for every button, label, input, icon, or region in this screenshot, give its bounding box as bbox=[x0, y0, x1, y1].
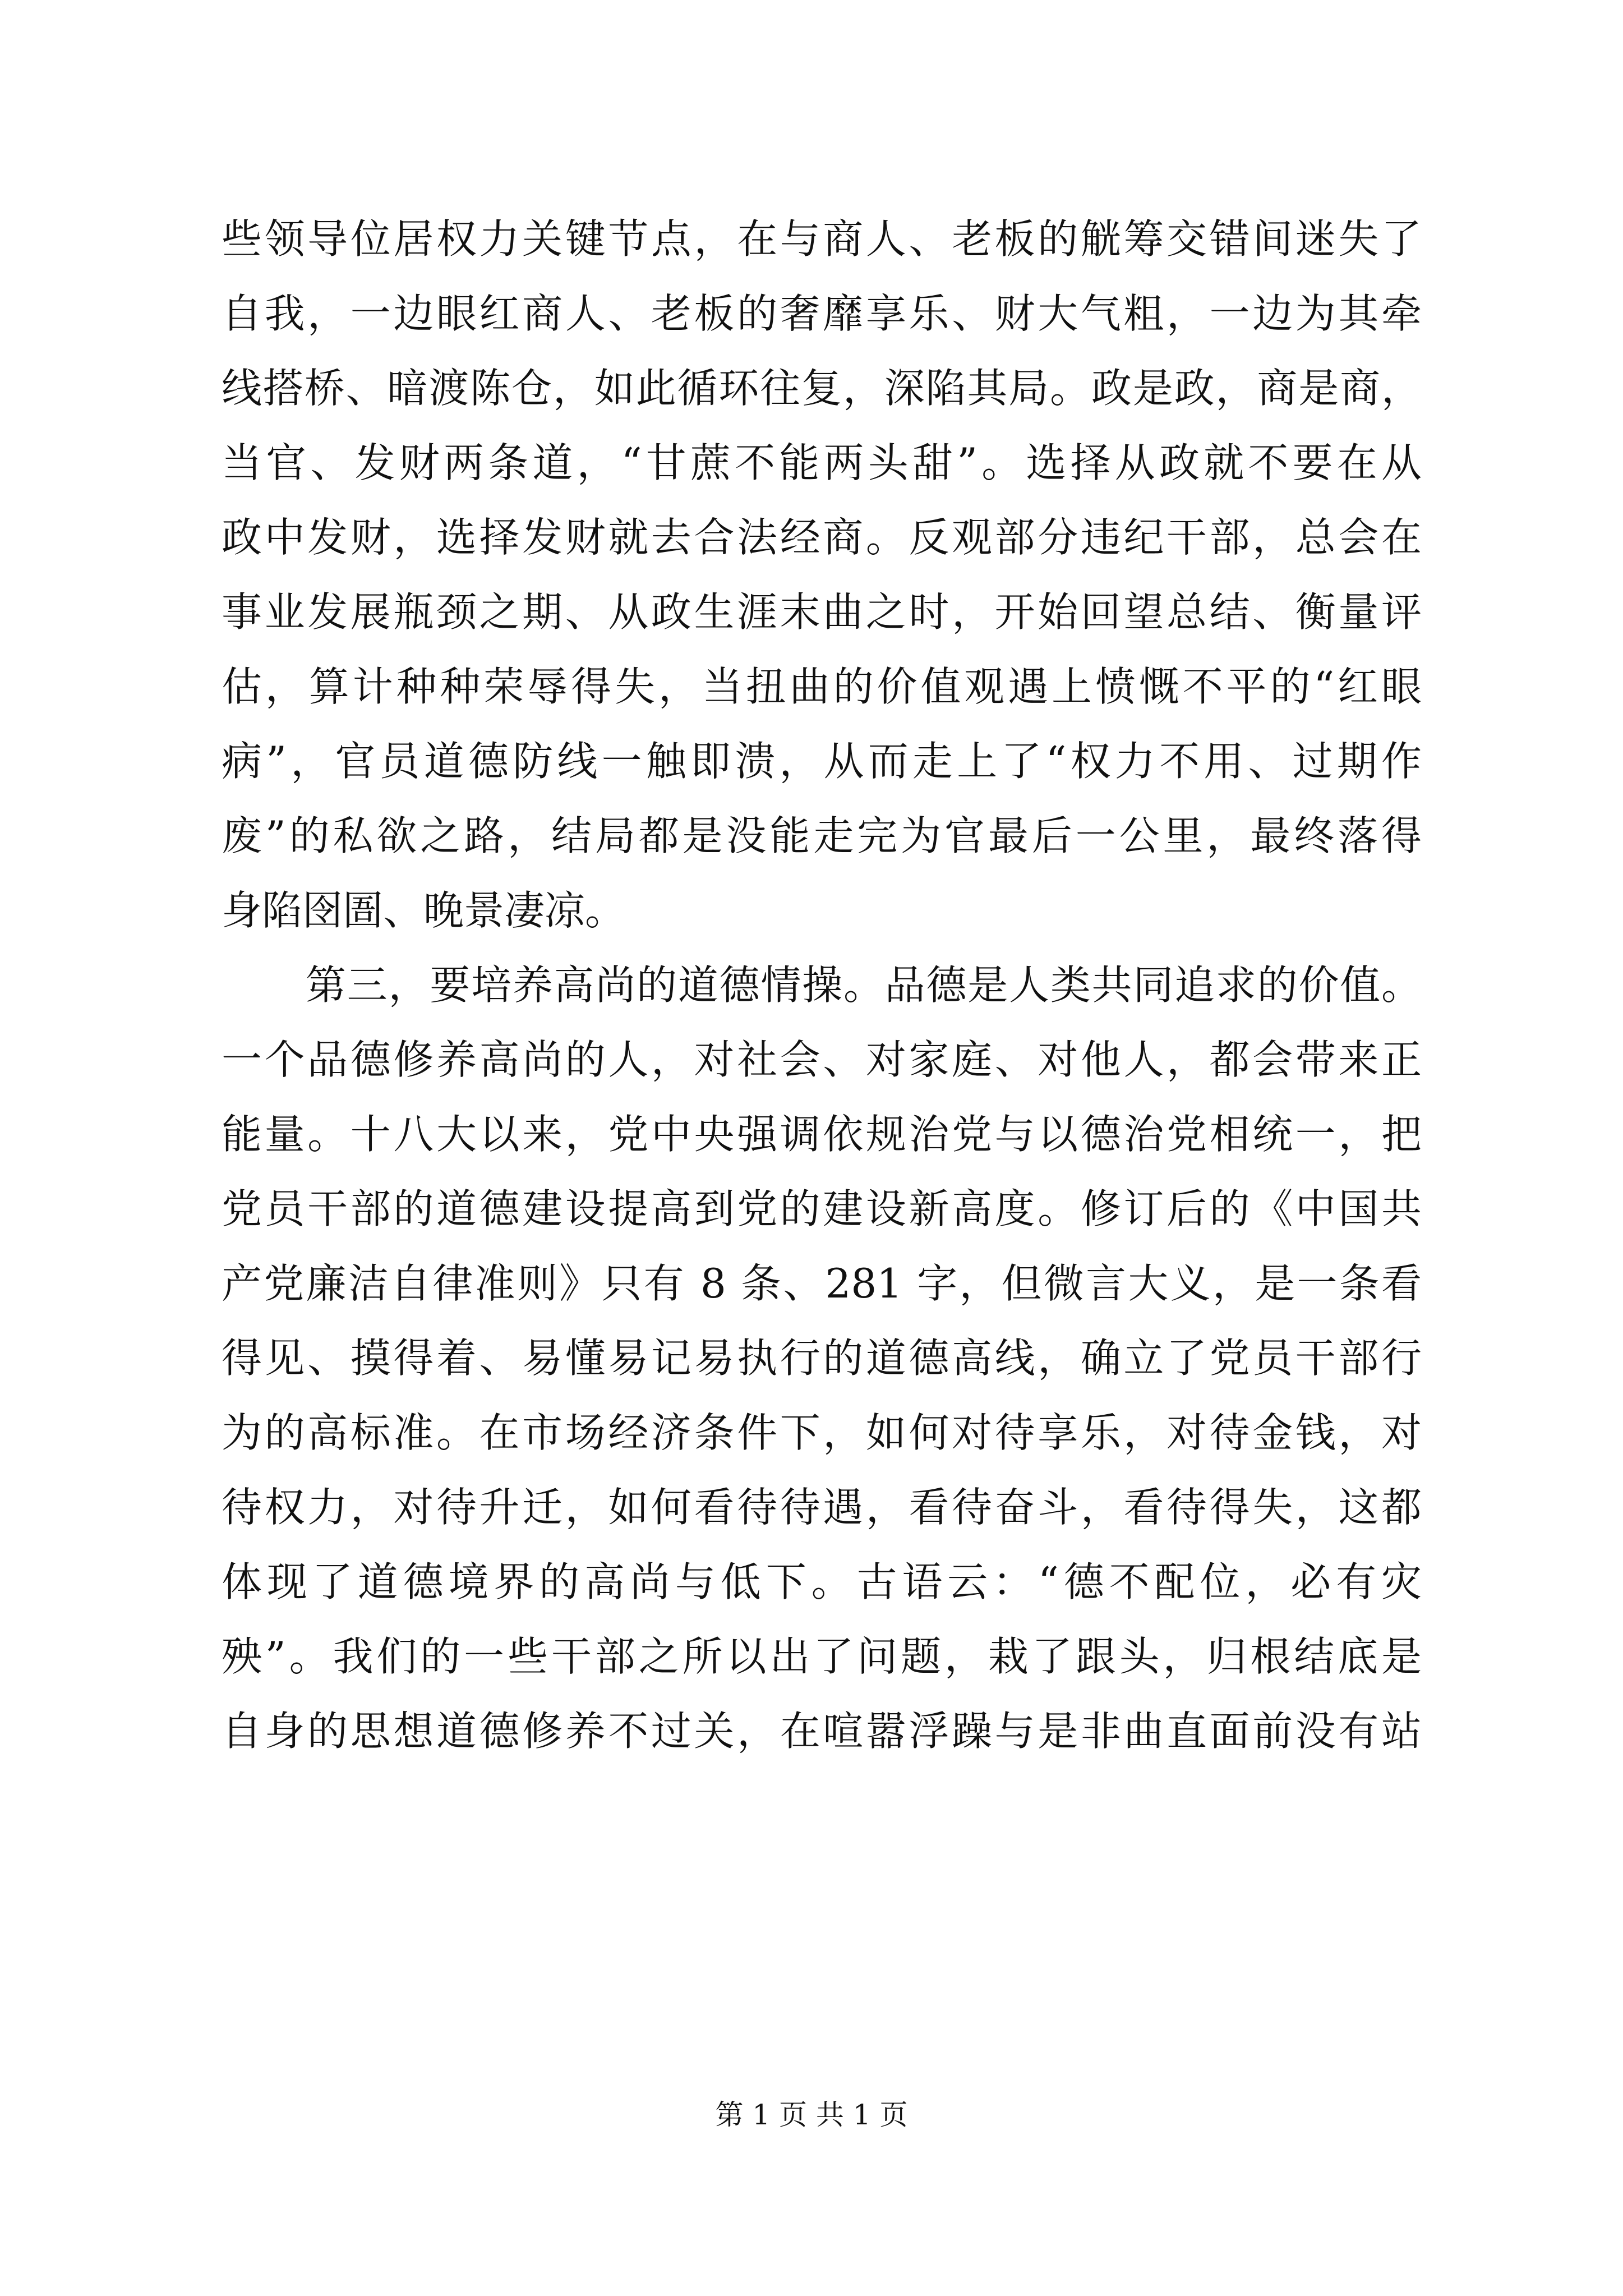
text-line: 自身的思想道德修养不过关，在喧嚣浮躁与是非曲直面前没有站 bbox=[222, 1708, 1422, 1755]
text-line: 线搭桥、暗渡陈仓，如此循环往复，深陷其局。政是政，商是商， bbox=[222, 365, 1422, 412]
text-line: 第三，要培养高尚的道德情操。品德是人类共同追求的价值。 bbox=[306, 961, 1422, 1009]
text-line: 政中发财，选择发财就去合法经商。反观部分违纪干部，总会在 bbox=[222, 514, 1422, 561]
text-line: 党员干部的道德建设提高到党的建设新高度。修订后的《中国共 bbox=[222, 1185, 1422, 1232]
text-line: 为的高标准。在市场经济条件下，如何对待享乐，对待金钱，对 bbox=[222, 1409, 1422, 1456]
text-line: 体现了道德境界的高尚与低下。古语云：“德不配位，必有灾 bbox=[222, 1558, 1422, 1605]
paragraph-1 bbox=[222, 202, 1422, 948]
page-number-footer: 第 1 页 共 1 页 bbox=[715, 2099, 908, 2131]
text-line: 殃”。我们的一些干部之所以出了问题，栽了跟头，归根结底是 bbox=[222, 1633, 1422, 1680]
text-line: 一个品德修养高尚的人，对社会、对家庭、对他人，都会带来正 bbox=[222, 1036, 1422, 1083]
text-line: 些领导位居权力关键节点，在与商人、老板的觥筹交错间迷失了 bbox=[222, 215, 1422, 263]
text-line: 废”的私欲之路，结局都是没能走完为官最后一公里，最终落得 bbox=[222, 812, 1422, 859]
paragraph-2 bbox=[222, 948, 1422, 1769]
text-line: 能量。十八大以来，党中央强调依规治党与以德治党相统一，把 bbox=[222, 1111, 1422, 1158]
text-line: 当官、发财两条道，“甘蔗不能两头甜”。选择从政就不要在从 bbox=[222, 439, 1422, 486]
text-line: 病”，官员道德防线一触即溃，从而走上了“权力不用、过期作 bbox=[222, 738, 1422, 785]
text-line: 产党廉洁自律准则》只有 8 条、281 字，但微言大义，是一条看 bbox=[222, 1260, 1422, 1307]
document-body bbox=[222, 202, 1422, 1769]
text-line: 事业发展瓶颈之期、从政生涯末曲之时，开始回望总结、衡量评 bbox=[222, 588, 1422, 636]
text-line: 身陷囹圄、晚景凄凉。 bbox=[222, 887, 626, 934]
text-line: 自我，一边眼红商人、老板的奢靡享乐、财大气粗，一边为其牵 bbox=[222, 290, 1422, 337]
text-line: 估，算计种种荣辱得失，当扭曲的价值观遇上愤慨不平的“红眼 bbox=[222, 663, 1422, 710]
text-line: 待权力，对待升迁，如何看待待遇，看待奋斗，看待得失，这都 bbox=[222, 1484, 1422, 1531]
text-line: 得见、摸得着、易懂易记易执行的道德高线，确立了党员干部行 bbox=[222, 1335, 1422, 1382]
